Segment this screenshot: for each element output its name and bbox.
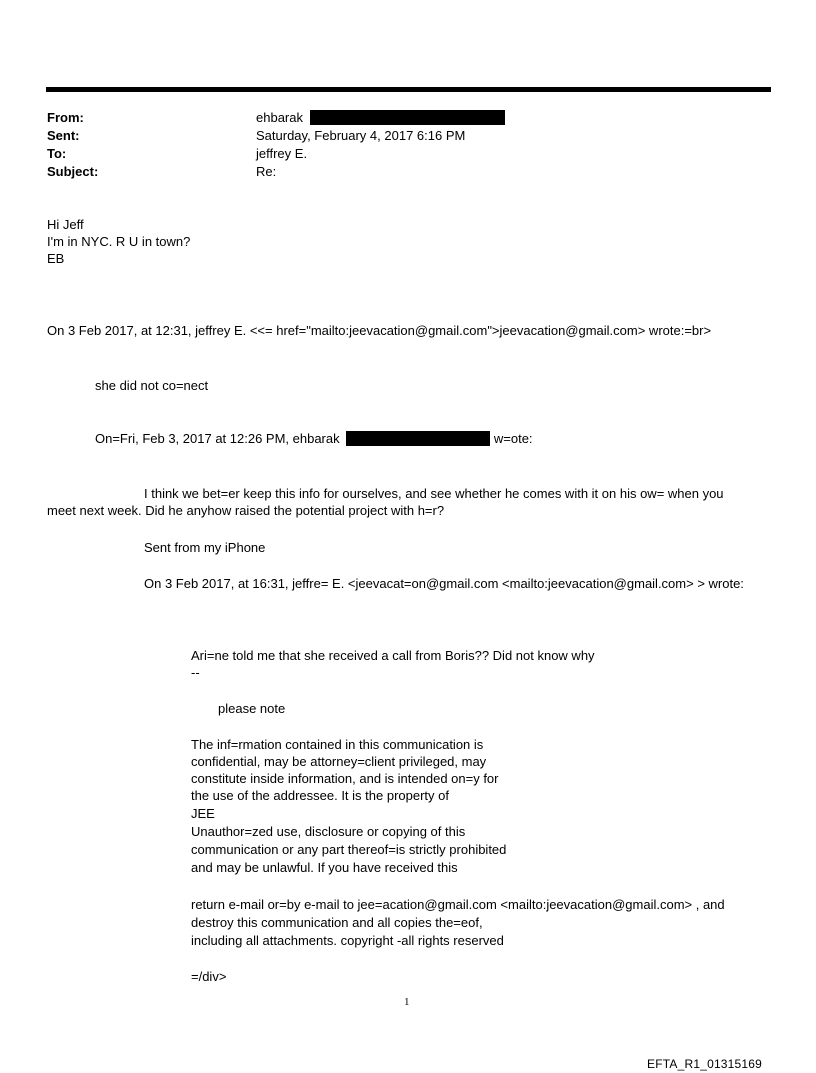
please-note: please note <box>218 701 286 716</box>
quote1-header: On 3 Feb 2017, at 12:31, jeffrey E. <<= href="mailto:jeevacation@gmail.com">jeevacation@gmail.com> wrote:=br> <box>47 323 712 338</box>
subject-value: Re: <box>256 164 277 179</box>
return-line: return e-mail or=by e-mail to jee=acation@gmail.com <mailto:jeevacation@gmail.com> , and <box>191 897 725 912</box>
quote3-text: Ari=ne told me that she received a call from Boris?? Did not know why <box>191 648 595 663</box>
page-number: 1 <box>404 996 410 1008</box>
quote1-text: she did not co=nect <box>95 378 209 393</box>
redaction-block <box>346 431 490 446</box>
disclaimer-line: communication or any part thereof=is strictly prohibited <box>191 842 507 857</box>
disclaimer-line: confidential, may be attorney=client privileged, may <box>191 754 487 769</box>
sent-from: Sent from my iPhone <box>144 540 266 555</box>
body-line: I'm in NYC. R U in town? <box>47 234 191 249</box>
quote3-header: On 3 Feb 2017, at 16:31, jeffre= E. <jeevacat=on@gmail.com <mailto:jeevacation@gmail.com> > wrote: <box>144 576 744 591</box>
document-id: EFTA_R1_01315169 <box>647 1057 763 1071</box>
disclaimer-line: JEE <box>191 806 215 821</box>
quote2-header <box>95 431 533 447</box>
sent-label: Sent: <box>47 128 80 143</box>
greeting: Hi Jeff <box>47 217 84 232</box>
to-value: jeffrey E. <box>256 146 308 161</box>
disclaimer-line: constitute inside information, and is intended on=y for <box>191 771 499 786</box>
redaction-block <box>310 110 505 125</box>
from-value <box>256 110 505 125</box>
return-line: including all attachments. copyright -all rights reserved <box>191 933 504 948</box>
disclaimer-line: and may be unlawful. If you have received this <box>191 860 458 875</box>
disclaimer-line: The inf=rmation contained in this communication is <box>191 737 484 752</box>
quote2-text-line: I think we bet=er keep this info for ourselves, and see whether he comes with it on his ow= when you <box>144 486 724 501</box>
return-line: destroy this communication and all copies the=eof, <box>191 915 483 930</box>
header-rule <box>46 87 771 92</box>
quote2-text-line: meet next week. Did he anyhow raised the potential project with h=r? <box>47 503 445 518</box>
quote2-header-start: On=Fri, Feb 3, 2017 at 12:26 PM, ehbarak <box>95 431 340 446</box>
signoff: EB <box>47 251 65 266</box>
to-label: To: <box>47 146 67 161</box>
signature-separator: -- <box>191 665 200 680</box>
from-name: ehbarak <box>256 110 303 125</box>
subject-label: Subject: <box>47 164 99 179</box>
sent-value: Saturday, February 4, 2017 6:16 PM <box>256 128 466 143</box>
disclaimer-line: the use of the addressee. It is the property of <box>191 788 449 803</box>
from-label: From: <box>47 110 84 125</box>
disclaimer-line: Unauthor=zed use, disclosure or copying of this <box>191 824 466 839</box>
div-close: =/div> <box>191 969 227 984</box>
quote2-header-end: w=ote: <box>493 431 533 446</box>
